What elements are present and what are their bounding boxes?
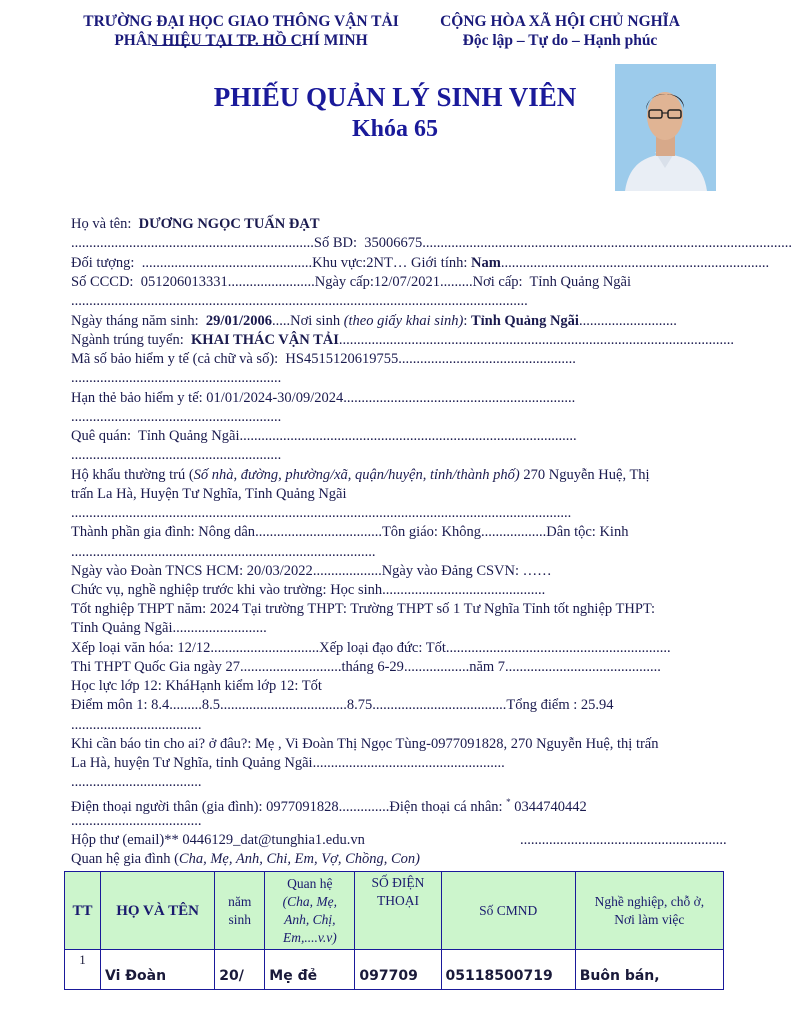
noisinh-note: (theo giấy khai sinh): [343, 313, 464, 329]
tongdiem: Tổng điểm : 25.94: [506, 697, 614, 713]
diem-2: 8.5: [201, 697, 221, 713]
ngaycap-value: 12/07/2021: [373, 274, 440, 290]
diem-3: 8.75: [346, 697, 373, 713]
thi-nam: năm 7: [469, 659, 506, 675]
bhyt-label: Mã số bảo hiểm y tế (cả chữ và số):: [71, 351, 279, 367]
cccd-value: 051206013331: [140, 274, 228, 290]
col-nghe: [575, 872, 723, 950]
email-label: Hộp thư (email)**: [71, 832, 179, 848]
sbd-value: 35006675: [364, 235, 423, 251]
col-quanhe-1: Quan hệ: [287, 875, 333, 891]
gioitinh-label: Giới tính:: [410, 255, 468, 271]
xeploai-dd-label: Xếp loại đạo đức:: [319, 640, 423, 656]
school-name: TRƯỜNG ĐẠI HỌC GIAO THÔNG VẬN TẢI: [83, 13, 399, 30]
nganh-value: KHAI THÁC VẬN TẢI: [191, 332, 339, 348]
dantoc-value: Kinh: [599, 524, 629, 540]
cell-namsinh: 20/: [215, 950, 265, 990]
header-underline: [152, 45, 302, 46]
cell-quanhe: Mẹ đẻ: [265, 950, 355, 990]
table-header-row: [65, 872, 724, 950]
student-photo-svg: [615, 64, 716, 191]
xeploai-vh-value: 12/12: [177, 640, 211, 656]
dob-value: 29/01/2006: [205, 313, 272, 329]
col-sodt-1: SỐ ĐIỆN: [371, 875, 425, 890]
thi-ngay: 27: [225, 659, 241, 675]
name-value: DƯƠNG NGỌC TUẤN ĐẠT: [138, 216, 320, 232]
tongiao-label: Tôn giáo:: [381, 524, 438, 540]
quequan-value: Tỉnh Quảng Ngãi: [138, 428, 240, 444]
dantoc-label: Dân tộc:: [546, 524, 596, 540]
xeploai-dd-value: Tốt: [425, 640, 446, 656]
col-nghe-1: Nghề nghiệp, chỗ ở,: [594, 893, 705, 909]
col-cmnd: Số CMND: [441, 872, 575, 950]
col-quanhe-3: Anh, Chị,: [284, 911, 336, 927]
school-branch: PHÂN HIỆU TẠI TP. HỒ CHÍ MINH: [114, 32, 368, 49]
bhyt-value: HS4515120619755: [285, 351, 399, 367]
chucvu-label: Chức vụ, nghề nghiệp trước khi vào trường:: [71, 582, 327, 598]
col-sodt-2: THOẠI: [376, 893, 419, 908]
thi-label: Thi THPT Quốc Gia ngày: [71, 659, 222, 675]
col-quanhe-2: (Cha, Mẹ,: [282, 893, 338, 909]
dt-canhan-mark: *: [506, 797, 511, 807]
col-namsinh-1: năm: [228, 893, 252, 909]
quequan-label: Quê quán:: [71, 428, 131, 444]
noisinh-value: Tỉnh Quảng Ngãi: [470, 313, 579, 329]
col-hoten: HỌ VÀ TÊN: [101, 872, 215, 950]
hocluc: Học lực lớp 12: KháHạnh kiểm lớp 12: Tốt: [71, 678, 322, 694]
gioitinh-value: Nam: [471, 255, 501, 271]
noicap-label: Nơi cấp:: [472, 274, 523, 290]
dt-nguoithan-label: Điện thoại người thân (gia đình):: [71, 798, 263, 815]
hokhau-label: Hộ khẩu thường trú (: [71, 467, 194, 483]
hokhau-value-1: 270 Nguyễn Huệ, Thị: [523, 467, 650, 483]
table-row: [65, 950, 724, 990]
cell-cmnd: 05118500719: [441, 950, 575, 990]
tongiao-value: Không: [441, 524, 482, 540]
dt-canhan-value: 0344740442: [514, 798, 587, 815]
student-photo: [615, 64, 716, 191]
chucvu-value: Học sinh: [330, 582, 383, 598]
page-subtitle: Khóa 65: [351, 116, 438, 142]
nation-title: CỘNG HÒA XÃ HỘI CHỦ NGHĨA: [440, 13, 680, 30]
nganh-label: Ngành trúng tuyển:: [71, 332, 184, 348]
col-nghe-2: Nơi làm việc: [614, 911, 685, 927]
quanhe-note: Cha, Mẹ, Anh, Chi, Em, Vợ, Chồng, Con): [178, 851, 420, 867]
baotin-line1: Khi cần báo tin cho ai? ở đâu?: Mẹ , Vi Đoàn Thị Ngọc Tùng-0977091828, 270 Nguyễn Huệ, thị trấn: [71, 736, 659, 752]
nation-motto: Độc lập – Tự do – Hạnh phúc: [462, 32, 658, 49]
family-table: [64, 871, 724, 990]
diem-1: 8.4: [151, 697, 170, 713]
thanhphan-value: Nông dân: [198, 524, 256, 540]
thi-thang: tháng 6-29: [341, 659, 404, 675]
hanthe-label: Hạn thẻ bảo hiểm y tế:: [71, 390, 203, 406]
doan-value: 20/03/2022: [246, 563, 313, 579]
diem-label: Điểm môn 1:: [71, 697, 148, 713]
ngaycap-label: Ngày cấp:: [314, 274, 374, 290]
col-namsinh: [215, 872, 265, 950]
totnghiep-line2: Tỉnh Quảng Ngãi: [71, 620, 173, 636]
doituong-label: Đối tượng:: [71, 255, 135, 271]
baotin-line2: La Hà, huyện Tư Nghĩa, tỉnh Quảng Ngãi: [71, 755, 313, 771]
cccd-label: Số CCCD:: [71, 274, 134, 290]
khuvuc-value: 2NT: [366, 255, 393, 271]
dob-label: Ngày tháng năm sinh:: [71, 313, 199, 329]
xeploai-vh-label: Xếp loại văn hóa:: [71, 640, 174, 656]
thanhphan-label: Thành phần gia đình:: [71, 524, 195, 540]
quanhe-label: Quan hệ gia đình (: [71, 851, 179, 867]
dang-label: Ngày vào Đảng CSVN:: [381, 563, 520, 579]
dt-nguoithan-value: 0977091828: [266, 798, 339, 815]
col-quanhe-4: Em,....v.v): [282, 929, 337, 945]
hanthe-value: 01/01/2024-30/09/2024: [206, 390, 344, 406]
cell-nghe: Buôn bán,: [575, 950, 723, 990]
doan-label: Ngày vào Đoàn TNCS HCM:: [71, 563, 244, 579]
cell-tt: 1: [65, 950, 101, 990]
col-sodt: [355, 872, 441, 950]
page-title: PHIẾU QUẢN LÝ SINH VIÊN: [213, 82, 577, 112]
sbd-label: Số BD:: [313, 235, 357, 251]
cell-sodt: 097709: [355, 950, 441, 990]
khuvuc-label: Khu vực:: [312, 255, 367, 271]
noicap-value: Tỉnh Quảng Ngãi: [529, 274, 632, 290]
dang-value: ……: [522, 563, 552, 579]
totnghiep-line1: Tốt nghiệp THPT năm: 2024 Tại trường THPT: Trường THPT số 1 Tư Nghĩa Tỉnh tốt nghiệp THPT:: [71, 601, 656, 617]
col-namsinh-2: sinh: [228, 911, 251, 927]
email-value: 0446129_dat@tunghia1.edu.vn: [182, 832, 365, 848]
name-label: Họ và tên:: [71, 216, 132, 232]
cell-hoten: Vi Đoàn: [101, 950, 215, 990]
col-quanhe: [265, 872, 355, 950]
hokhau-note: Số nhà, đường, phường/xã, quận/huyện, tỉnh/thành phố): [193, 467, 520, 483]
hokhau-value-2: trấn La Hà, Huyện Tư Nghĩa, Tỉnh Quảng Ngãi: [71, 486, 347, 502]
noisinh-label: Nơi sinh: [290, 313, 341, 329]
dt-canhan-label: Điện thoại cá nhân:: [389, 798, 503, 815]
col-tt: TT: [65, 872, 101, 950]
